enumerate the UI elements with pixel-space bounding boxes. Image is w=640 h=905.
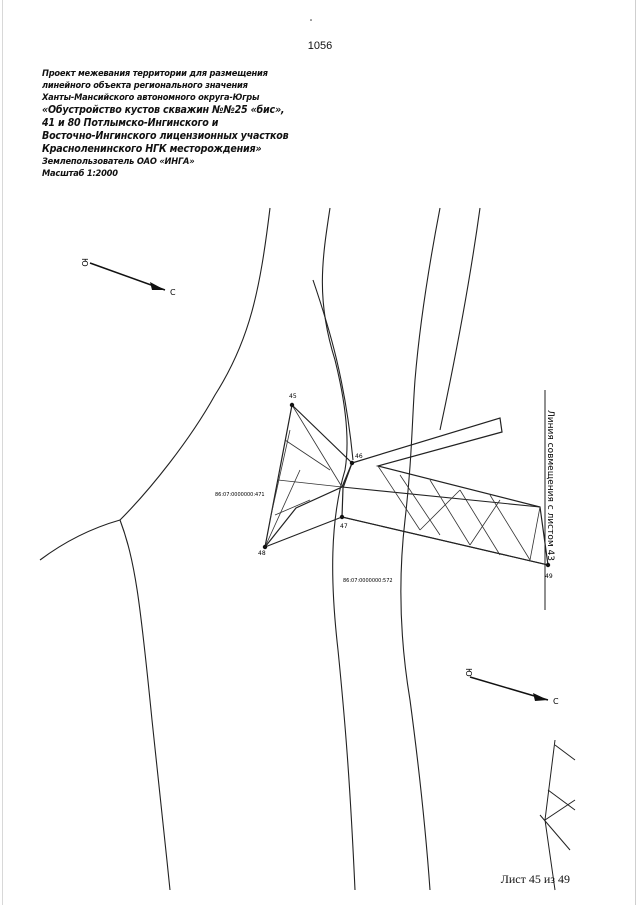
north-arrow-icon xyxy=(80,258,176,297)
point-label: 47 xyxy=(340,523,348,530)
road-edge-left-outer xyxy=(40,520,120,560)
match-line-label: Линия совмещения с листом 43 xyxy=(545,410,555,561)
road-edge-right xyxy=(322,208,355,890)
title-line: Восточно-Ингинского лицензионных участков xyxy=(42,130,289,142)
corridor-line xyxy=(342,517,548,565)
title-line: Проект межевания территории для размещения xyxy=(42,68,268,79)
land-user-line: Землепользователь ОАО «ИНГА» xyxy=(42,156,195,167)
south-arrow-label: Ю xyxy=(464,668,473,677)
boundary-line-right xyxy=(401,208,440,890)
title-line: 41 и 80 Потлымско-Ингинского и xyxy=(42,117,219,129)
point-label: 49 xyxy=(545,573,553,580)
parcel-boundary xyxy=(265,405,352,547)
page-number: 1056 xyxy=(307,40,333,52)
title-line: линейного объекта регионального значения xyxy=(42,80,248,91)
title-line: Ханты-Мансийского автономного округа-Югры xyxy=(42,92,260,103)
parcel-code: 86:07:0000000:572 xyxy=(343,578,393,584)
title-line: Красноленинского НГК месторождения» xyxy=(42,143,262,155)
hatching xyxy=(265,405,540,560)
point-label: 45 xyxy=(289,393,297,400)
corridor-line xyxy=(342,487,540,507)
north-arrow-icon xyxy=(464,668,559,706)
title-line: «Обустройство кустов скважин №№25 «бис», xyxy=(42,104,285,116)
pipeline-corridor xyxy=(342,418,548,565)
sheet-label: Лист 45 из 49 xyxy=(500,872,570,886)
point-label: 46 xyxy=(355,453,363,460)
north-arrow-label: С xyxy=(553,697,559,706)
road-edge-left xyxy=(120,208,270,890)
boundary-line-far-right xyxy=(440,208,480,430)
scale-line: Масштаб 1:2000 xyxy=(42,168,118,179)
adjacent-parcel-fragment xyxy=(540,740,575,890)
north-arrow-label: С xyxy=(170,288,176,297)
south-arrow-label: Ю xyxy=(80,258,89,267)
parcel-code: 86:07:0000000:471 xyxy=(215,492,265,498)
point-label: 48 xyxy=(258,550,266,557)
scan-mark xyxy=(310,19,312,21)
